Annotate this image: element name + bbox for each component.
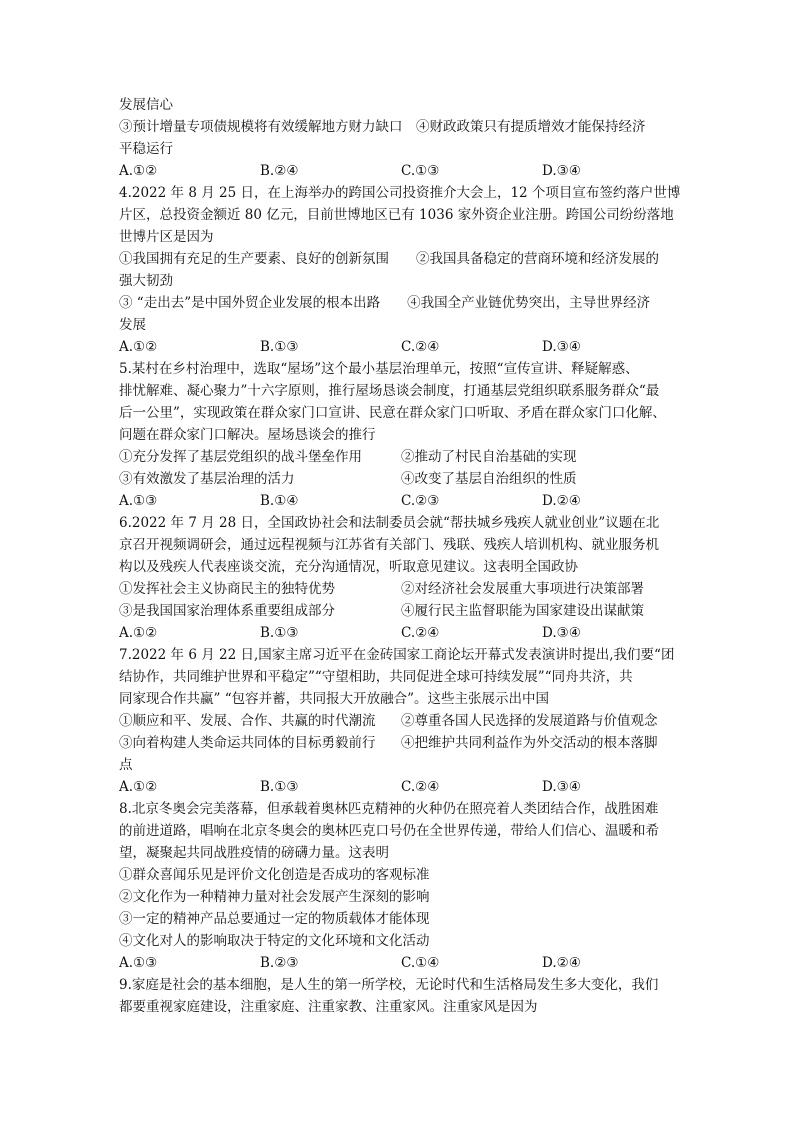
option-d: D.②④ xyxy=(542,493,581,509)
choice-2: ②尊重各国人民选择的发展道路与价值观念 xyxy=(401,713,658,729)
question-8 xyxy=(119,798,724,974)
text-line: 发展信心 xyxy=(119,97,173,113)
question-6 xyxy=(119,512,724,644)
choice-line: ③ “走出去”是中国外贸企业发展的根本出路 ④我国全产业链优势突出，主导世界经济 xyxy=(119,295,651,311)
question-stem-line: 4.2022 年 8 月 25 日，在上海举办的跨国公司投资推介大会上，12 个项目宣布签约落户世博 xyxy=(119,185,681,201)
choice-2: ②对经济社会发展重大事项进行决策部署 xyxy=(401,581,644,597)
option-a: A.①② xyxy=(119,625,158,641)
option-c: C.①③ xyxy=(401,163,440,179)
question-stem-line: 同家现合作共赢” “包容并蓄，共同报大开放融合”。这些主张展示出中国 xyxy=(119,691,549,707)
option-d: D.③④ xyxy=(542,339,581,355)
choice-row xyxy=(119,468,724,490)
option-d: D.③④ xyxy=(542,779,581,795)
option-a: A.①③ xyxy=(119,955,158,971)
text-line: 平稳运行 xyxy=(119,141,173,157)
choice-line: ①群众喜闻乐见是评价文化创造是否成功的客观标准 xyxy=(119,867,430,883)
option-a: A.①② xyxy=(119,339,158,355)
answer-options xyxy=(119,952,724,974)
question-9 xyxy=(119,974,724,1018)
question-7 xyxy=(119,644,724,798)
option-a: A.①③ xyxy=(119,493,158,509)
option-b: B.①③ xyxy=(260,625,299,641)
question-stem-line: 世博片区是因为 xyxy=(119,229,214,245)
question-stem-line: 排忧解难、凝心聚力”十六字原则，推行屋场恳谈会制度，打通基层党组织联系服务群众“最 xyxy=(119,383,660,399)
question-stem-line: 片区，总投资金额近 80 亿元，目前世博地区已有 1036 家外资企业注册。跨国公司纷纷落地 xyxy=(119,207,674,223)
choice-4: ④履行民主监督职能为国家建设出谋献策 xyxy=(401,603,644,619)
question-stem-line: 6.2022 年 7 月 28 日，全国政协社会和法制委员会就“帮扶城乡残疾人就业创业”议题在北 xyxy=(119,515,660,531)
choice-3: ③有效激发了基层治理的活力 xyxy=(119,471,295,487)
answer-options xyxy=(119,490,724,512)
choice-line: 点 xyxy=(119,757,133,773)
question-stem-line: 后一公里”，实现政策在群众家门口宣讲、民意在群众家门口听取、矛盾在群众家门口化解、 xyxy=(119,405,666,421)
option-b: B.①③ xyxy=(260,339,299,355)
choice-line: ①我国拥有充足的生产要素、良好的创新氛围 ②我国具备稳定的营商环境和经济发展的 xyxy=(119,251,659,267)
question-4 xyxy=(119,182,724,358)
option-d: D.③④ xyxy=(542,625,581,641)
question-stem-line: 问题在群众家门口解决。屋场恳谈会的推行 xyxy=(119,427,376,443)
choice-1: ①顺应和平、发展、合作、共赢的时代潮流 xyxy=(119,713,376,729)
choice-line: 发展 xyxy=(119,317,146,333)
option-c: C.②③ xyxy=(401,493,440,509)
choice-3: ③是我国国家治理体系重要组成部分 xyxy=(119,603,335,619)
question-stem-line: 8.北京冬奥会完美落幕，但承载着奥林匹克精神的火种仍在照亮着人类团结合作，战胜困难 xyxy=(119,801,659,817)
option-d: D.②④ xyxy=(542,955,581,971)
choice-row xyxy=(119,446,724,468)
question-stem-line: 7.2022 年 6 月 22 日,国家主席习近平在金砖国家工商论坛开幕式发表演讲时提出,我们要“团 xyxy=(119,647,675,663)
choice-line: ④文化对人的影响取决于特定的文化环境和文化活动 xyxy=(119,933,430,949)
option-b: B.②④ xyxy=(260,163,299,179)
text-line: ③预计增量专项债规模将有效缓解地方财力缺口 ④财政政策只有提质增效才能保持经济 xyxy=(119,119,646,135)
question-3-tail xyxy=(119,94,724,182)
choice-row xyxy=(119,578,724,600)
option-b: B.①④ xyxy=(260,493,299,509)
option-c: C.②④ xyxy=(401,779,440,795)
question-stem-line: 望，凝聚起共同战胜疫情的磅礴力量。这表明 xyxy=(119,845,389,861)
choice-3: ③向着构建人类命运共同体的目标勇毅前行 xyxy=(119,735,376,751)
question-5 xyxy=(119,358,724,512)
choice-line: 强大韧劲 xyxy=(119,273,173,289)
option-b: B.①③ xyxy=(260,779,299,795)
question-stem-line: 京召开视频调研会，通过远程视频与江苏省有关部门、残联、残疾人培训机构、就业服务机 xyxy=(119,537,659,553)
choice-row xyxy=(119,732,724,754)
choice-1: ①发挥社会主义协商民主的独特优势 xyxy=(119,581,335,597)
choice-row xyxy=(119,600,724,622)
answer-options xyxy=(119,622,724,644)
option-d: D.③④ xyxy=(542,163,581,179)
choice-4: ④改变了基层自治组织的性质 xyxy=(401,471,577,487)
option-c: C.①④ xyxy=(401,955,440,971)
question-stem-line: 都要重视家庭建设，注重家庭、注重家教、注重家风。注重家风是因为 xyxy=(119,999,538,1015)
question-stem-line: 的前进道路，唱响在北京冬奥会的奥林匹克口号仍在全世界传递，带给人们信心、温暖和希 xyxy=(119,823,659,839)
choice-1: ①充分发挥了基层党组织的战斗堡垒作用 xyxy=(119,449,362,465)
option-a: A.①② xyxy=(119,779,158,795)
option-a: A.①② xyxy=(119,163,158,179)
question-stem-line: 构以及残疾人代表座谈交流，充分沟通情况，听取意见建议。这表明全国政协 xyxy=(119,559,578,575)
answer-options xyxy=(119,160,724,182)
choice-4: ④把维护共同利益作为外交活动的根本落脚 xyxy=(401,735,658,751)
answer-options xyxy=(119,776,724,798)
choice-row xyxy=(119,710,724,732)
option-b: B.②③ xyxy=(260,955,299,971)
option-c: C.②④ xyxy=(401,339,440,355)
question-stem-line: 结协作，共同维护世界和平稳定”“守望相助，共同促进全球可持续发展”“同舟共济，共 xyxy=(119,669,633,685)
choice-line: ③一定的精神产品总要通过一定的物质载体才能体现 xyxy=(119,911,430,927)
choice-2: ②推动了村民自治基础的实现 xyxy=(401,449,577,465)
question-stem-line: 5.某村在乡村治理中，选取“屋场”这个最小基层治理单元，按照“宣传宣讲、释疑解惑、 xyxy=(119,361,639,377)
question-stem-line: 9.家庭是社会的基本细胞，是人生的第一所学校，无论时代和生活格局发生多大变化，我们 xyxy=(119,977,659,993)
option-c: C.②④ xyxy=(401,625,440,641)
answer-options xyxy=(119,336,724,358)
choice-line: ②文化作为一种精神力量对社会发展产生深刻的影响 xyxy=(119,889,430,905)
